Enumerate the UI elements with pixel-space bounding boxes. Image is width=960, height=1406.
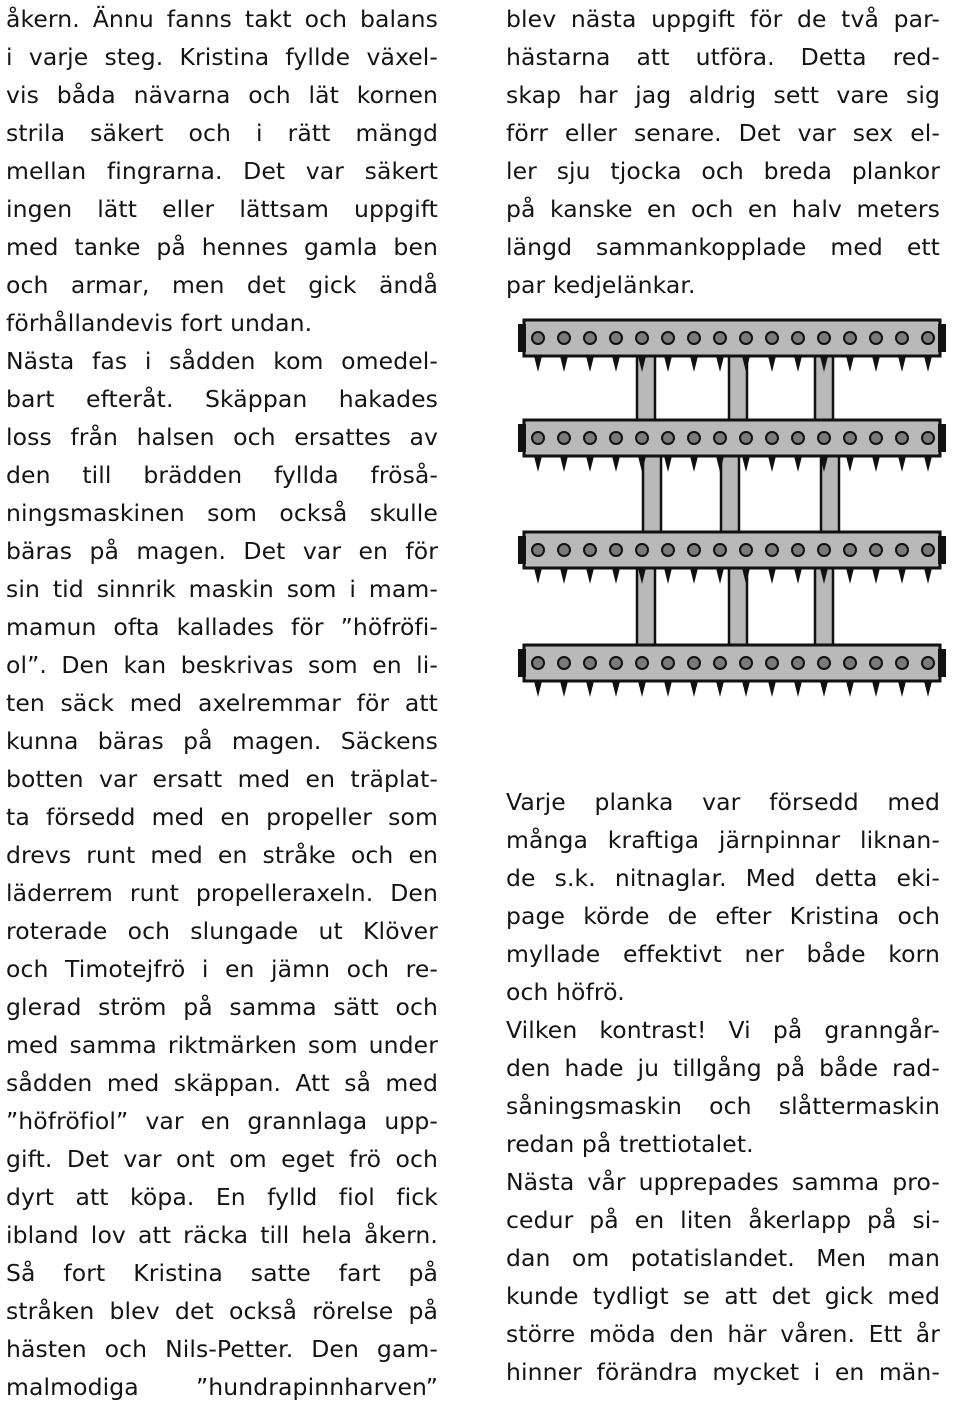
text-line: redan på trettiotalet.	[506, 1130, 754, 1158]
text-line: blev nästa uppgift för de två par-	[506, 5, 940, 33]
spike	[560, 681, 568, 697]
stud	[532, 544, 544, 556]
stud	[740, 657, 752, 669]
stud	[896, 332, 908, 344]
stud	[922, 657, 934, 669]
stud	[662, 432, 674, 444]
stud	[766, 657, 778, 669]
text-line: hästarna att utföra. Detta red-	[506, 43, 940, 71]
stud	[818, 332, 830, 344]
text-line: såningsmaskin och slåttermaskin	[506, 1092, 940, 1120]
spike	[612, 681, 620, 697]
spike	[612, 456, 620, 472]
plank-end	[518, 324, 526, 352]
spike	[872, 681, 880, 697]
spike	[534, 681, 542, 697]
stud	[584, 657, 596, 669]
spike	[586, 456, 594, 472]
stud	[792, 544, 804, 556]
text-line: Vilken kontrast! Vi på granngår-	[506, 1016, 940, 1044]
stud	[896, 657, 908, 669]
spike	[742, 456, 750, 472]
stud	[766, 544, 778, 556]
text-line: den till brädden fyllda fröså-	[6, 461, 438, 489]
spike	[690, 681, 698, 697]
text-line: skap har jag aldrig sett vare sig	[506, 81, 940, 109]
text-line: den hade ju tillgång på både rad-	[506, 1054, 940, 1082]
stud	[636, 332, 648, 344]
text-line: de s.k. nitnaglar. Med detta eki-	[506, 864, 940, 892]
text-line: bart efteråt. Skäppan hakades	[6, 385, 438, 413]
spike	[924, 356, 932, 372]
spike	[534, 568, 542, 584]
text-line: vis båda nävarna och lät kornen	[6, 81, 438, 109]
text-line: stråken blev det också rörelse på	[6, 1297, 438, 1325]
text-line: förhållandevis fort undan.	[6, 309, 313, 337]
stud	[688, 332, 700, 344]
text-line: malmodiga ”hundrapinnharven”	[6, 1373, 438, 1401]
spike	[846, 681, 854, 697]
stud	[844, 544, 856, 556]
stud	[688, 544, 700, 556]
spike	[690, 356, 698, 372]
text-line: glerad ström på samma sätt och	[6, 993, 438, 1021]
spike	[716, 568, 724, 584]
text-line: ningsmaskinen som också skulle	[6, 499, 438, 527]
stud	[922, 332, 934, 344]
spike	[690, 456, 698, 472]
stud	[558, 657, 570, 669]
text-line: med samma riktmärken som under	[6, 1031, 438, 1059]
stud	[714, 544, 726, 556]
text-line: mamun ofta kallades för ”höfröfi-	[6, 613, 438, 641]
spike	[794, 356, 802, 372]
text-line: större möda den här våren. Ett år	[506, 1320, 940, 1348]
text-line: och höfrö.	[506, 978, 625, 1006]
spike	[586, 681, 594, 697]
text-line: cedur på en liten åkerlapp på si-	[506, 1206, 940, 1234]
stud	[688, 657, 700, 669]
spike	[794, 456, 802, 472]
spike	[846, 456, 854, 472]
stud	[584, 432, 596, 444]
spike	[898, 568, 906, 584]
spike	[664, 681, 672, 697]
stud	[714, 432, 726, 444]
text-line: Nästa fas i sådden kom omedel-	[6, 347, 438, 375]
stud	[532, 332, 544, 344]
stud	[844, 332, 856, 344]
stud	[792, 432, 804, 444]
text-line: sådden med skäppan. Att så med	[6, 1069, 438, 1097]
spike	[924, 456, 932, 472]
stud	[818, 657, 830, 669]
spike	[846, 568, 854, 584]
stud	[610, 544, 622, 556]
stud	[792, 332, 804, 344]
plank-end	[938, 649, 946, 677]
spike	[924, 681, 932, 697]
spike	[794, 681, 802, 697]
stud	[636, 432, 648, 444]
connector-bar	[643, 454, 661, 534]
stud	[636, 657, 648, 669]
spike	[586, 568, 594, 584]
spike	[586, 356, 594, 372]
stud	[896, 432, 908, 444]
spike	[846, 356, 854, 372]
text-line: hinner förändra mycket i en män-	[506, 1358, 940, 1386]
stud	[818, 544, 830, 556]
text-line: hästen och Nils-Petter. Den gam-	[6, 1335, 438, 1363]
text-line: myllade effektivt ner både korn	[506, 940, 940, 968]
stud	[558, 544, 570, 556]
spike	[612, 568, 620, 584]
stud	[558, 432, 570, 444]
stud	[714, 657, 726, 669]
stud	[818, 432, 830, 444]
stud	[662, 544, 674, 556]
spike	[716, 681, 724, 697]
text-line: läderrem runt propelleraxeln. Den	[6, 879, 438, 907]
plank-end	[518, 424, 526, 452]
text-line: dyrt att köpa. En fylld fiol fick	[6, 1183, 438, 1211]
spike	[872, 568, 880, 584]
text-line: gift. Det var ont om eget frö och	[6, 1145, 438, 1173]
spike	[664, 456, 672, 472]
stud	[870, 332, 882, 344]
text-line: bäras på magen. Det var en för	[6, 537, 438, 565]
spike	[898, 681, 906, 697]
stud	[922, 544, 934, 556]
spike	[638, 681, 646, 697]
spike	[716, 356, 724, 372]
stud	[870, 432, 882, 444]
right-column-bottom	[506, 783, 940, 1391]
text-line: botten var ersatt med en träplat-	[6, 765, 438, 793]
stud	[740, 432, 752, 444]
stud	[740, 332, 752, 344]
stud	[792, 657, 804, 669]
stud	[636, 544, 648, 556]
stud	[532, 657, 544, 669]
stud	[766, 332, 778, 344]
connector-bar	[729, 566, 747, 647]
text-line: på kanske en och en halv meters	[506, 195, 940, 223]
text-line: ”höfröfiol” var en grannlaga upp-	[6, 1107, 438, 1135]
spike	[742, 681, 750, 697]
plank-end	[938, 424, 946, 452]
spike	[560, 356, 568, 372]
stud	[558, 332, 570, 344]
plank-end	[938, 536, 946, 564]
text-line: sin tid sinnrik maskin som i mam-	[6, 575, 438, 603]
spike	[534, 456, 542, 472]
stud	[610, 657, 622, 669]
text-line: i varje steg. Kristina fyllde växel-	[6, 43, 438, 71]
text-line: ingen lätt eller lättsam uppgift	[6, 195, 438, 223]
text-line: ler sju tjocka och breda plankor	[506, 157, 940, 185]
text-line: Varje planka var försedd med	[506, 788, 940, 816]
text-line: Nästa vår upprepades samma pro-	[506, 1168, 940, 1196]
stud	[922, 432, 934, 444]
spike	[560, 456, 568, 472]
text-line: ibland lov att räcka till hela åkern.	[6, 1221, 438, 1249]
harrow-illustration	[506, 300, 958, 742]
stud	[844, 432, 856, 444]
connector-bar	[637, 354, 655, 422]
text-line: många kraftiga järnpinnar liknan-	[506, 826, 940, 854]
stud	[610, 432, 622, 444]
text-line: med tanke på hennes gamla ben	[6, 233, 438, 261]
stud	[870, 657, 882, 669]
connector-bar	[637, 566, 655, 647]
spike	[872, 456, 880, 472]
stud	[688, 432, 700, 444]
spike	[612, 356, 620, 372]
text-line: ten säck med axelremmar för att	[6, 689, 438, 717]
plank-end	[518, 536, 526, 564]
text-line: strila säkert och i rätt mängd	[6, 119, 438, 147]
spike	[794, 568, 802, 584]
stud	[766, 432, 778, 444]
text-line: åkern. Ännu fanns takt och balans	[6, 5, 438, 33]
stud	[896, 544, 908, 556]
text-line: förr eller senare. Det var sex el-	[506, 119, 940, 147]
spike	[768, 681, 776, 697]
stud	[610, 332, 622, 344]
spike	[560, 568, 568, 584]
text-line: page körde de efter Kristina och	[506, 902, 940, 930]
text-line: och armar, men det gick ändå	[6, 271, 438, 299]
left-column	[6, 0, 438, 1406]
connector-bar	[721, 454, 739, 534]
stud	[662, 657, 674, 669]
stud	[714, 332, 726, 344]
text-line: kunna bäras på magen. Säckens	[6, 727, 438, 755]
spike	[898, 356, 906, 372]
text-line: dan om potatislandet. Men man	[506, 1244, 940, 1272]
spike	[768, 356, 776, 372]
text-line: mellan fingrarna. Det var säkert	[6, 157, 438, 185]
text-line: kunde tydligt se att det gick med	[506, 1282, 940, 1310]
spike	[898, 456, 906, 472]
spike	[872, 356, 880, 372]
text-line: loss från halsen och ersattes av	[6, 423, 438, 451]
spike	[690, 568, 698, 584]
text-line: längd sammankopplade med ett	[506, 233, 940, 261]
text-line: Så fort Kristina satte fart på	[6, 1259, 438, 1287]
spike	[534, 356, 542, 372]
stud	[870, 544, 882, 556]
text-line: ol”. Den kan beskrivas som en li-	[6, 651, 438, 679]
spike	[768, 568, 776, 584]
spike	[820, 681, 828, 697]
stud	[844, 657, 856, 669]
stud	[532, 432, 544, 444]
spike	[664, 356, 672, 372]
text-line: drevs runt med en stråke och en	[6, 841, 438, 869]
text-line: ta försedd med en propeller som	[6, 803, 438, 831]
spike	[924, 568, 932, 584]
plank-end	[938, 324, 946, 352]
stud	[584, 332, 596, 344]
plank-end	[518, 649, 526, 677]
right-column-top	[506, 0, 940, 304]
stud	[662, 332, 674, 344]
text-line: par kedjelänkar.	[506, 271, 696, 299]
text-line: och Timotejfrö i en jämn och re-	[6, 955, 438, 983]
stud	[740, 544, 752, 556]
spike	[768, 456, 776, 472]
spike	[664, 568, 672, 584]
stud	[584, 544, 596, 556]
text-line: roterade och slungade ut Klöver	[6, 917, 438, 945]
